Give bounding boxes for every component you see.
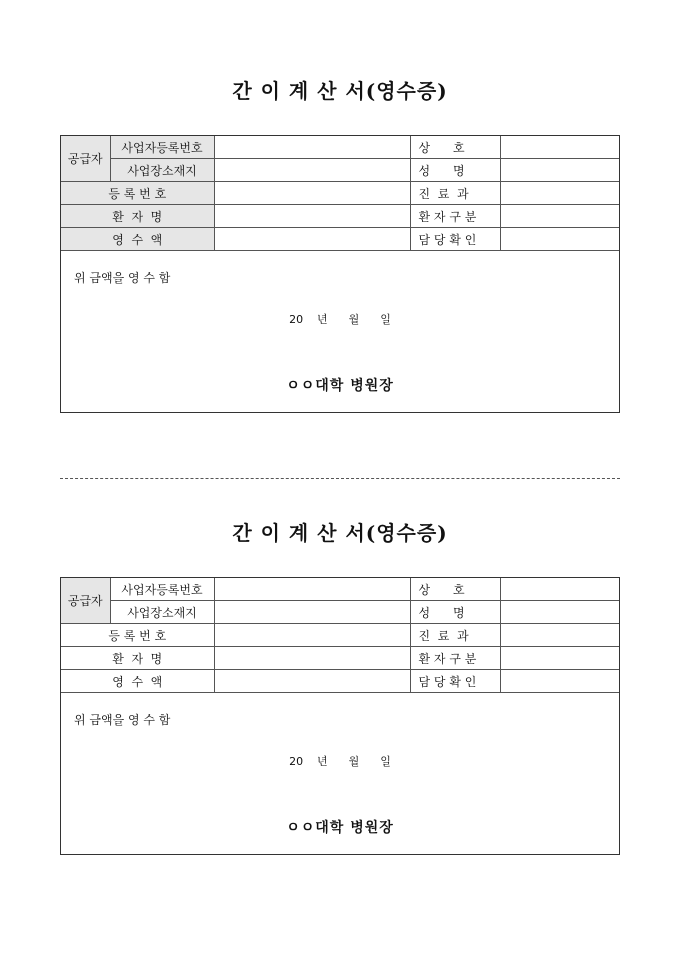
staff-confirmation-field[interactable] [500,228,619,251]
receipt-table [61,136,619,251]
registration-number-field[interactable] [214,182,410,205]
receipt-box [60,577,620,855]
receipt-body [61,693,619,854]
receipt-form-top [60,79,620,413]
patient-type-field[interactable] [500,205,619,228]
amount-received-field[interactable] [214,228,410,251]
shop-name-label: 상 호 [410,136,500,159]
business-address-label: 사업장소재지 [110,601,214,624]
owner-name-field[interactable] [500,159,619,182]
form-title: 간 이 계 산 서(영수증) [232,79,448,103]
receipt-body [61,251,619,412]
shop-name-field[interactable] [500,136,619,159]
staff-confirmation-field[interactable] [500,670,619,693]
owner-name-label: 성 명 [410,601,500,624]
staff-confirmation-label: 담 당 확 인 [410,670,500,693]
form-title: 간 이 계 산 서(영수증) [232,521,448,545]
business-reg-number-field[interactable] [214,136,410,159]
department-label: 진 료 과 [410,624,500,647]
patient-type-label: 환 자 구 분 [410,205,500,228]
supplier-label: 공급자 [61,578,110,624]
receipt-box [60,135,620,413]
receipt-statement: 위 금액을 영 수 함 [74,271,171,285]
patient-name-label: 환 자 명 [61,647,214,670]
business-address-field[interactable] [214,159,410,182]
business-address-label: 사업장소재지 [110,159,214,182]
date-line: 20 년 월 일 [289,313,391,326]
supplier-label: 공급자 [61,136,110,182]
business-reg-number-label: 사업자등록번호 [110,578,214,601]
patient-name-field[interactable] [214,647,410,670]
business-reg-number-field[interactable] [214,578,410,601]
business-address-field[interactable] [214,601,410,624]
department-field[interactable] [500,624,619,647]
patient-type-label: 환 자 구 분 [410,647,500,670]
owner-name-label: 성 명 [410,159,500,182]
issuer-signature: ㅇㅇ대학 병원장 [286,378,394,394]
registration-number-label: 등 록 번 호 [61,624,214,647]
business-reg-number-label: 사업자등록번호 [110,136,214,159]
department-field[interactable] [500,182,619,205]
receipt-table [61,578,619,693]
amount-received-field[interactable] [214,670,410,693]
staff-confirmation-label: 담 당 확 인 [410,228,500,251]
cut-line-divider [60,478,620,479]
registration-number-label: 등 록 번 호 [61,182,214,205]
patient-type-field[interactable] [500,647,619,670]
shop-name-label: 상 호 [410,578,500,601]
registration-number-field[interactable] [214,624,410,647]
shop-name-field[interactable] [500,578,619,601]
owner-name-field[interactable] [500,601,619,624]
receipt-statement: 위 금액을 영 수 함 [74,713,171,727]
amount-received-label: 영 수 액 [61,228,214,251]
patient-name-field[interactable] [214,205,410,228]
amount-received-label: 영 수 액 [61,670,214,693]
department-label: 진 료 과 [410,182,500,205]
issuer-signature: ㅇㅇ대학 병원장 [286,820,394,836]
date-line: 20 년 월 일 [289,755,391,768]
patient-name-label: 환 자 명 [61,205,214,228]
receipt-form-bottom [60,521,620,855]
